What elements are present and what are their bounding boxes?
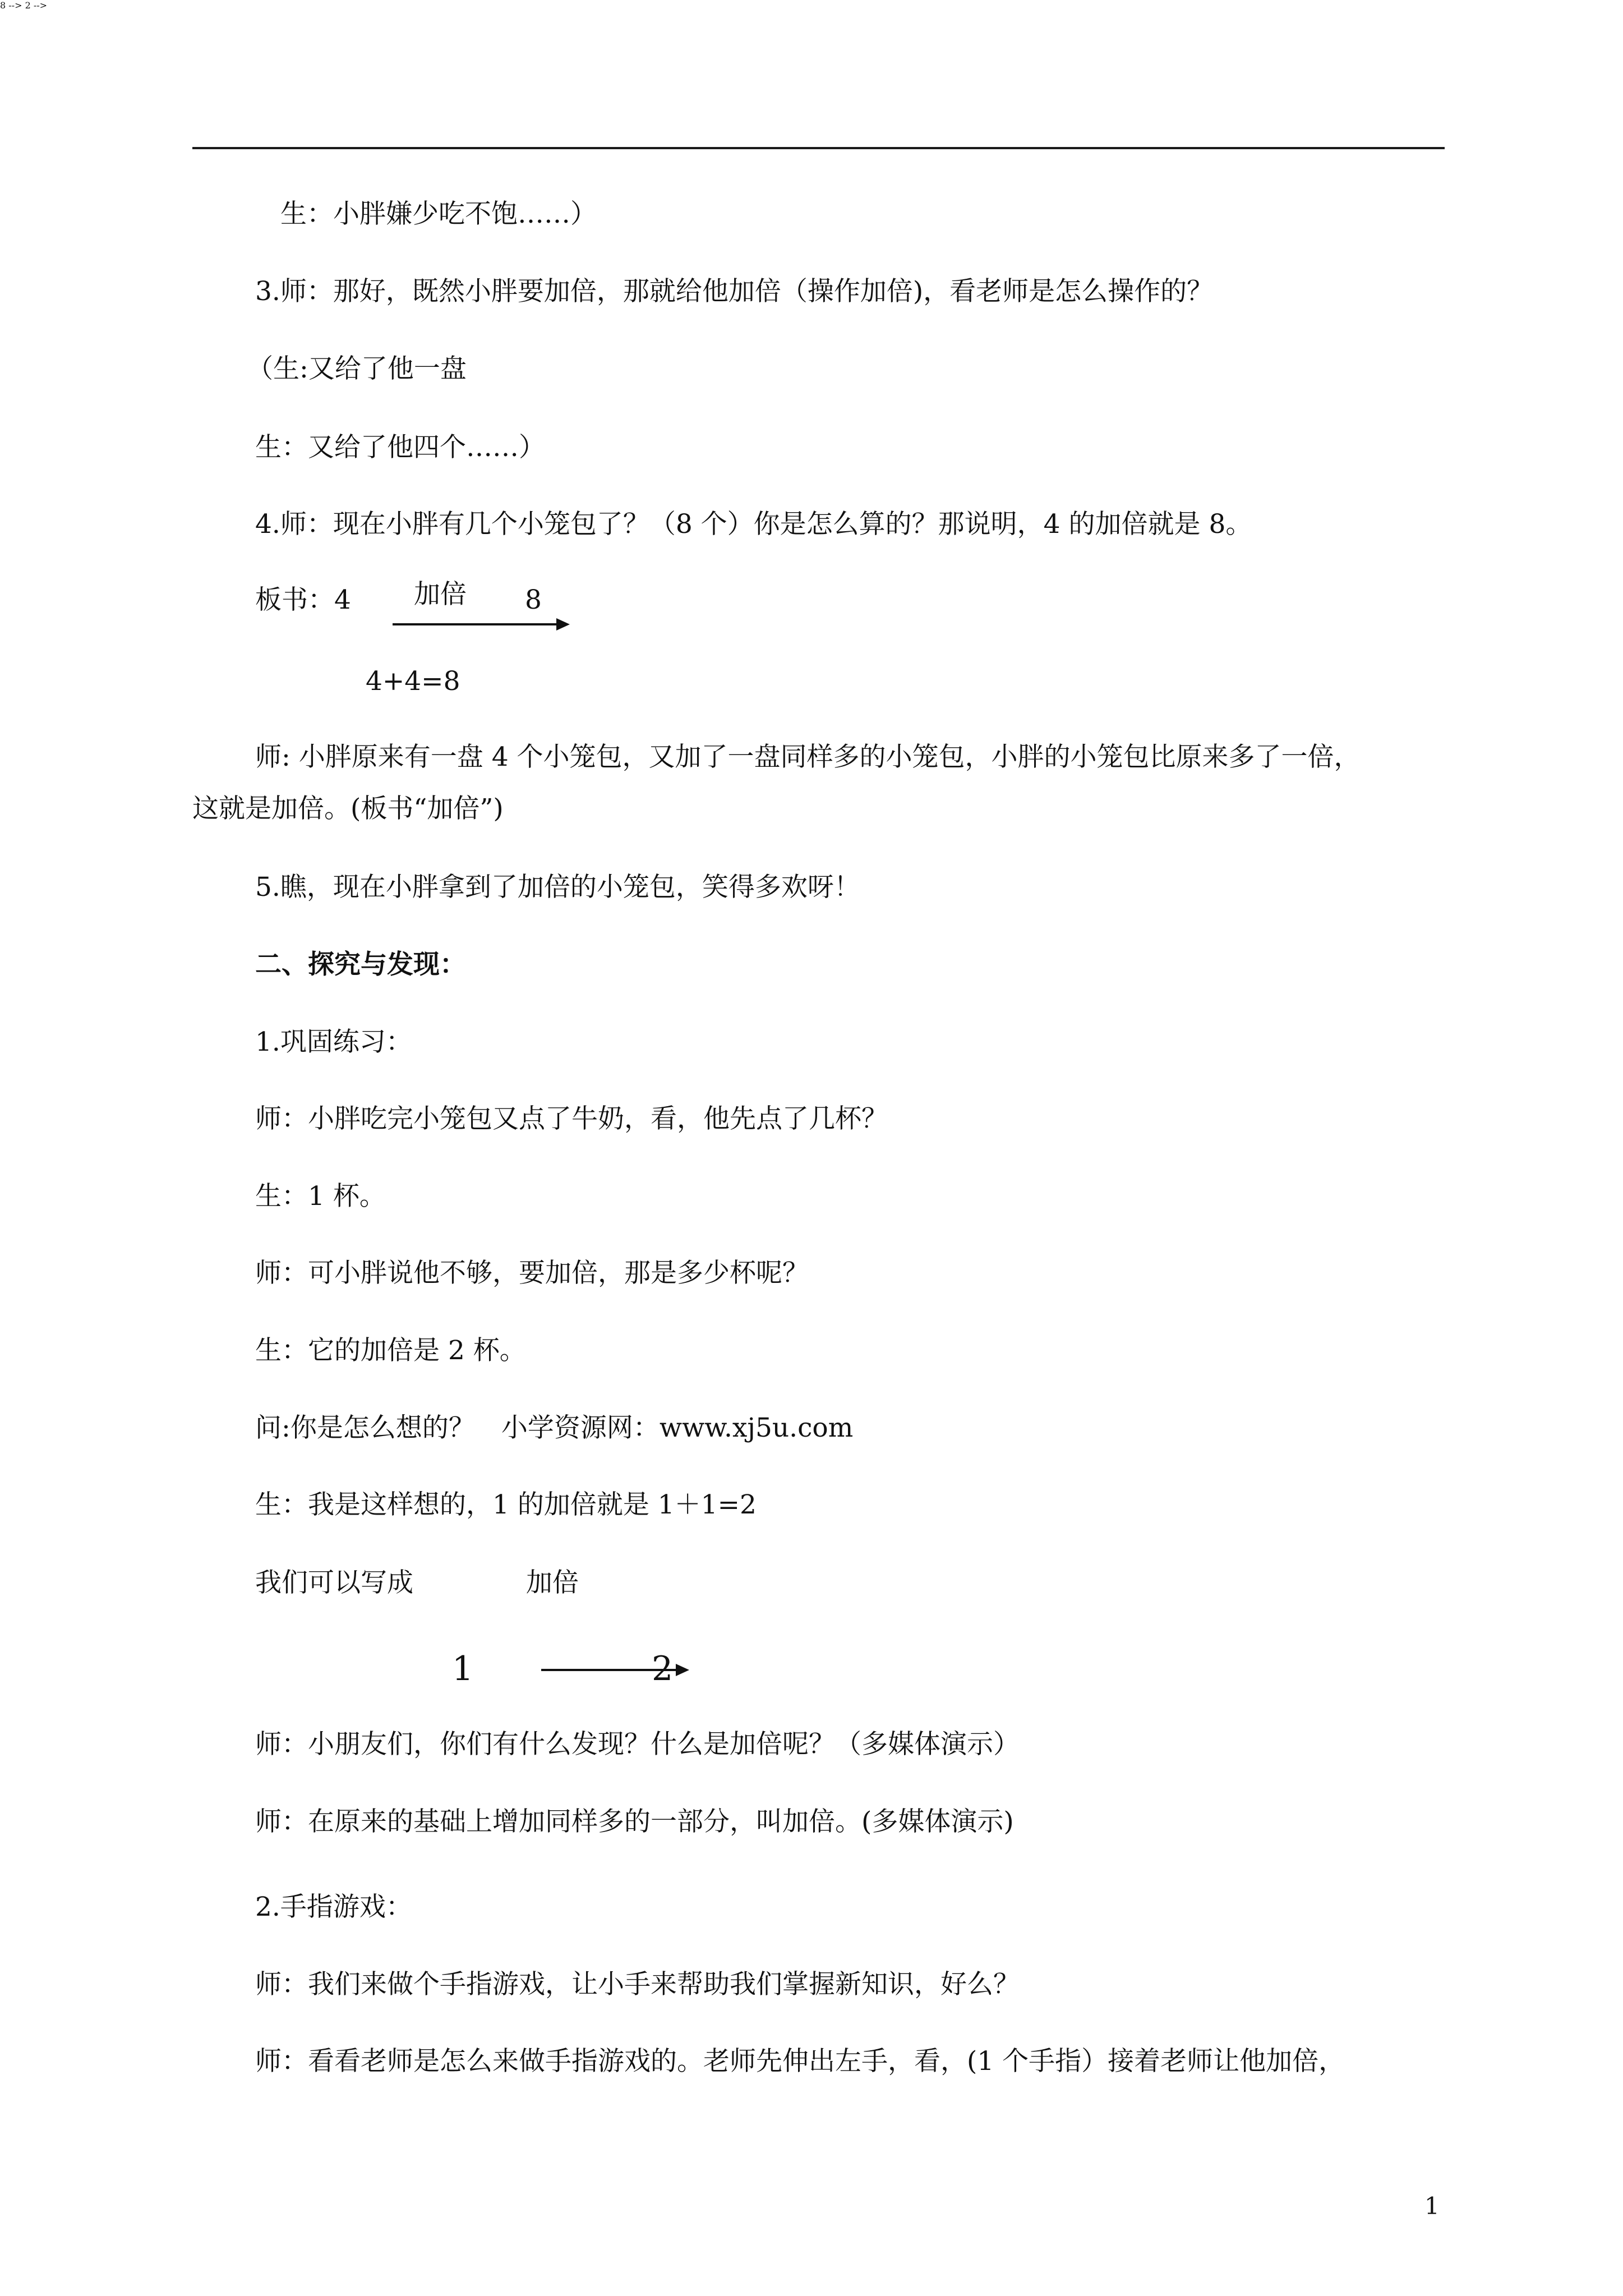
text-line: 师：小胖吃完小笼包又点了牛奶，看，他先点了几杯？ [255,1103,888,1134]
text-line: 师：小朋友们，你们有什么发现？什么是加倍呢？（多媒体演示） [255,1729,1020,1760]
board1-prefix: 板书：4 [255,585,351,615]
text-line: 2.手指游戏： [255,1892,412,1922]
board1-arrow-label: 加倍 [414,579,467,610]
text-line: 生：又给了他四个……） [255,432,545,463]
board1-result: 8 [525,585,542,615]
text-line: 师：看看老师是怎么来做手指游戏的。老师先伸出左手，看，(1 个手指）接着老师让他加倍， [255,2046,1345,2077]
text-line: 生：1 杯。 [255,1181,386,1212]
board2-prefix: 我们可以写成 [255,1567,413,1598]
text-line: 3.师：那好，既然小胖要加倍，那就给他加倍（操作加倍)，看老师是怎么操作的？ [255,276,1214,307]
document-page: 生：小胖嫌少吃不饱……） 3.师：那好，既然小胖要加倍，那就给他加倍（操作加倍)，看老师是怎么操作的？ （生:又给了他一盘 生：又给了他四个……） 4.师：现在小胖有几个小笼包了？（8 个）你是怎么算的？那说明，4 的加倍就是 8。 8 --> 板书：4 加倍 8 4+4=8 师: 小胖原来有一盘 4 个小笼包，又加了一盘同样多的小笼包，小胖的小笼包比原来多了一倍， 这就是加倍。(板书“加倍”) 5.瞧，现在小胖拿到了加倍的小笼包，笑得多欢呀！ 二、探究与发现： 1.巩固练习： 师：小胖吃完小笼包又点了牛奶，看，他先点了几杯？ 生：1 杯。 师：可小胖说他不够，要加倍，那是多少杯呢？ 生：它的加倍是 2 杯。 问:你是怎么想的？ 小学资源网：www.xj5u.com 生：我是这样想的，1 的加倍就是 1＋1=2 2 --> 我们可以写成 加倍 1 2 师：小朋友们，你们有什么发现？什么是加倍呢？（多媒体演示） 师：在原来的基础上增加同样多的一部分，叫加倍。(多媒体演示) 2.手指游戏： 师：我们来做个手指游戏，让小手来帮助我们掌握新知识，好么？ 师：看看老师是怎么来做手指游戏的。老师先伸出左手，看，(1 个手指）接着老师让他加倍， 1 [0,0,1623,2296]
text-line: 生：我是这样想的，1 的加倍就是 1＋1=2 [255,1489,757,1520]
board2-arrow-icon [541,1662,693,1678]
text-line: 生：小胖嫌少吃不饱……） [280,199,597,229]
text-line: 生：它的加倍是 2 杯。 [255,1335,526,1366]
text-line: 师：我们来做个手指游戏，让小手来帮助我们掌握新知识，好么？ [255,1969,1020,2000]
board1-arrow-icon [393,616,572,633]
text-line: 师：在原来的基础上增加同样多的一部分，叫加倍。(多媒体演示) [255,1806,1014,1837]
page-number: 1 [1424,2192,1440,2220]
text-line: 1.巩固练习： [255,1027,412,1057]
board2-start: 1 [452,1649,474,1688]
section-heading: 二、探究与发现： [255,949,466,980]
text-line: 问:你是怎么想的？ 小学资源网：www.xj5u.com [255,1412,854,1443]
board1-equation: 4+4=8 [366,666,460,697]
text-line: 师：可小胖说他不够，要加倍，那是多少杯呢？ [255,1258,809,1289]
text-line: 师: 小胖原来有一盘 4 个小笼包，又加了一盘同样多的小笼包，小胖的小笼包比原来多了一倍， [255,742,1361,772]
board2-end: 2 [652,1649,674,1688]
text-line: 5.瞧，现在小胖拿到了加倍的小笼包，笑得多欢呀！ [255,872,860,903]
text-line: 4.师：现在小胖有几个小笼包了？（8 个）你是怎么算的？那说明，4 的加倍就是 8。 [255,509,1252,540]
text-line: （生:又给了他一盘 [247,353,467,384]
board2-arrow-label: 加倍 [526,1567,579,1598]
text-line: 这就是加倍。(板书“加倍”) [192,793,504,824]
header-rule [192,147,1445,149]
